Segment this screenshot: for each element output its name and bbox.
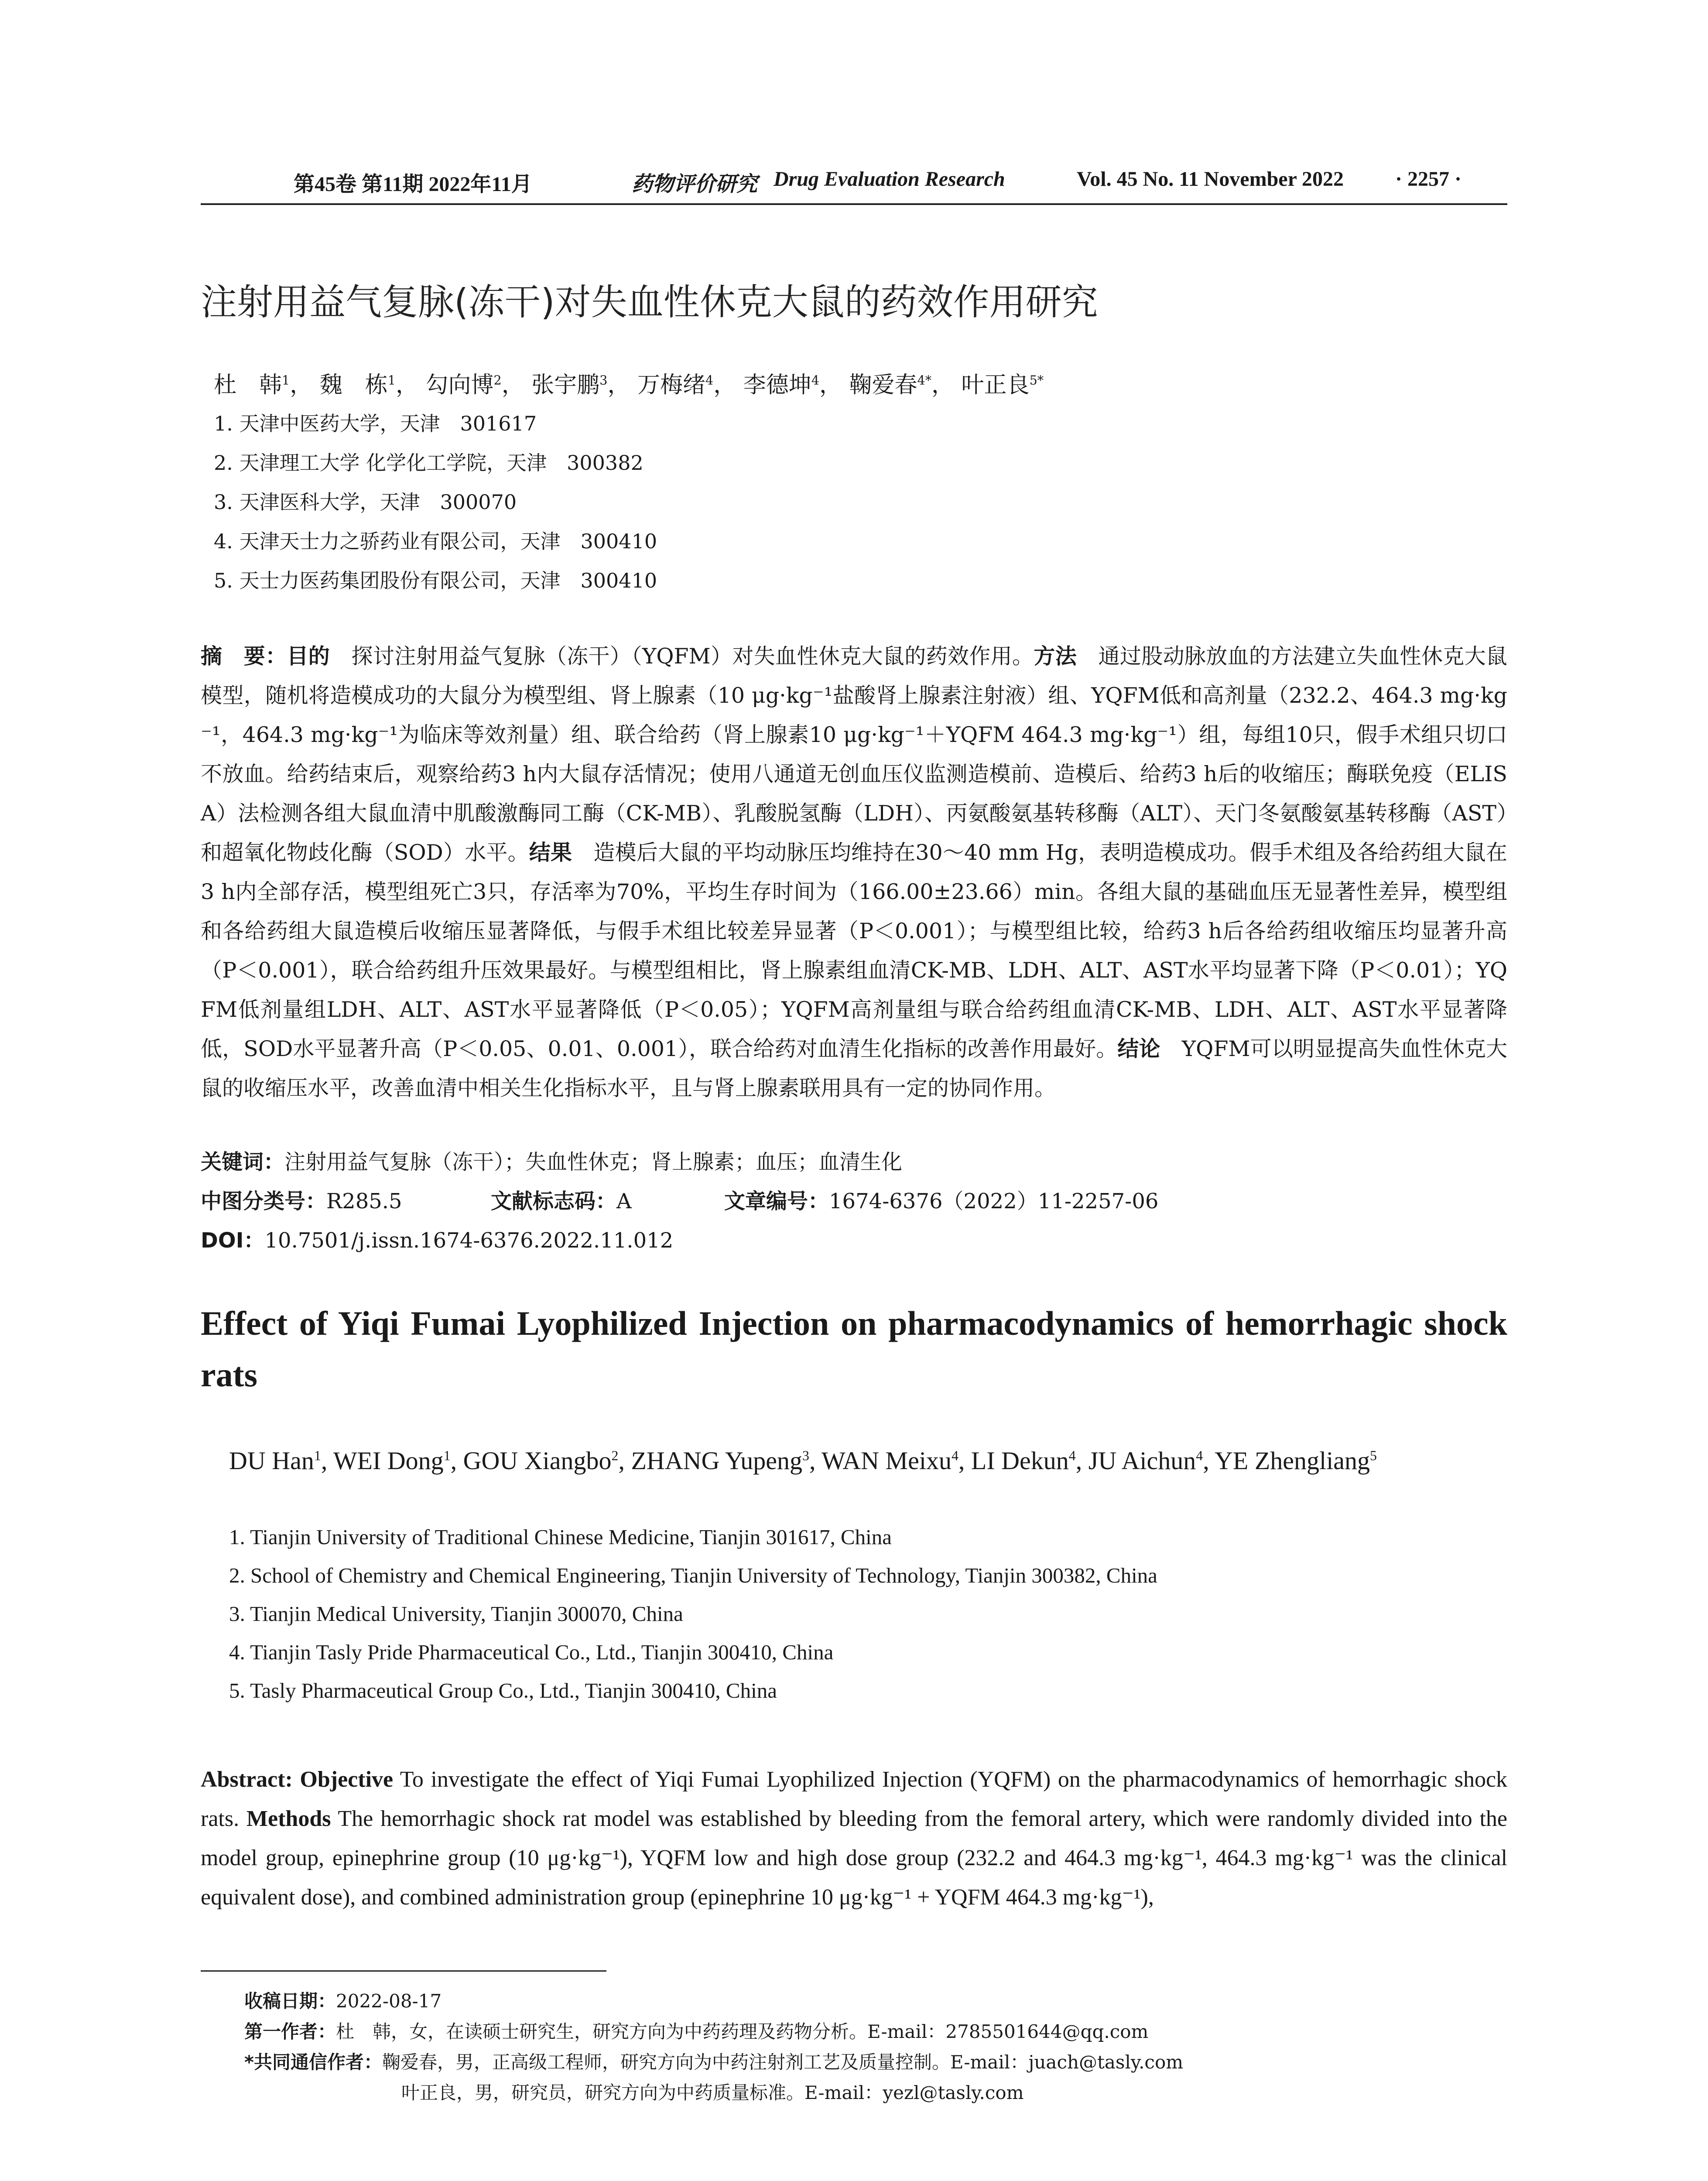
doi [201, 1224, 673, 1254]
footnote-label: *共同通信作者： [244, 2051, 382, 2073]
footnote-label: 收稿日期： [244, 1990, 336, 2012]
footnote-text: 杜 韩，女，在读硕士研究生，研究方向为中药药理及药物分析。E-mail：2785501644@qq.com [336, 2021, 1149, 2042]
footnote-label: 第一作者： [244, 2021, 336, 2042]
clc-value: R285.5 [326, 1189, 402, 1214]
author-cn: 鞠爱春 [849, 372, 917, 398]
results-cn-text: 造模后大鼠的平均动脉压均维持在30～40 mm Hg，表明造模成功。假手术组及各给药组大鼠在3 h内全部存活，模型组死亡3只，存活率为70%，平均生存时间为（166.00±23.66）min。各组大鼠的基础血压无显著性差异，模型组和各给药组大鼠造模后收缩压显著降低，与假手术组比较差异显著（P＜0.001）；与模型组比较，给药3 h后各给药组收缩压均显著升高（P＜0.001），联合给药组升压效果最好。与模型组相比，肾上腺素组血清CK-MB、LDH、ALT、AST水平均显著下降（P＜0.01）；YQFM低剂量组LDH、ALT、AST水平显著降低（P＜0.05）；YQFM高剂量组与联合给药组血清CK-MB、LDH、ALT、AST水平显著降低，SOD水平显著升高（P＜0.05、0.01、0.001），联合给药对血清生化指标的改善作用最好。 [201, 840, 1507, 1061]
header-page-number: · 2257 · [1395, 168, 1462, 191]
article-number [724, 1184, 1158, 1214]
journal-logo-cn: 药物评价研究 [632, 172, 758, 196]
affiliation-en: 4. Tianjin Tasly Pride Pharmaceutical Co., Ltd., Tianjin 300410, China [229, 1640, 834, 1664]
doi-value[interactable]: 10.7501/j.issn.1674-6376.2022.11.012 [264, 1228, 674, 1253]
affiliation-cn: 3. 天津医科大学，天津 300070 [214, 490, 517, 514]
header-journal-en: Drug Evaluation Research [774, 168, 1005, 191]
results-cn-label: 结果 [529, 840, 572, 865]
doc-code-label: 文献标志码： [491, 1189, 617, 1214]
abstract-en [201, 1760, 1507, 1917]
header-issue-en: Vol. 45 No. 11 November 2022 [1077, 168, 1344, 191]
objective-en-label: Objective [300, 1767, 394, 1792]
article-number-label: 文章编号： [724, 1189, 829, 1214]
footnote-received [244, 1987, 442, 2013]
author-cn: 杜 韩 [214, 372, 282, 398]
title-en: Effect of Yiqi Fumai Lyophilized Injection on pharmacodynamics of hemorrhagic shock rats [201, 1304, 1507, 1394]
conclusion-cn-label: 结论 [1117, 1036, 1160, 1061]
affiliation-cn: 4. 天津天士力之骄药业有限公司，天津 300410 [214, 530, 657, 553]
author-cn: 万梅绪 [637, 372, 706, 398]
abstract-cn [201, 637, 1507, 1108]
authors-cn: 杜 韩$^1$， 魏 栋$^1$， 勾向博$^2$， 张宇鹏$^3$， 万梅绪$^4$， 李德坤$^4$， 鞠爱春$^{4*}$， 叶正良$^{5*}$ [214, 372, 1044, 398]
abstract-en-label: Abstract: [201, 1767, 293, 1792]
abstract-cn-label: 摘 要： [201, 644, 287, 669]
affiliation-en: 3. Tianjin Medical University, Tianjin 300070, China [229, 1602, 683, 1626]
author-cn: 勾向博 [425, 372, 494, 398]
footnote-text: 叶正良，男，研究员，研究方向为中药质量标准。E-mail：yezl@tasly.com [401, 2082, 1024, 2103]
methods-cn-label: 方法 [1034, 644, 1077, 669]
footnote-text: 鞠爱春，男，正高级工程师，研究方向为中药注射剂工艺及质量控制。E-mail：juach@tasly.com [382, 2051, 1184, 2073]
author-en: GOU Xiangbo [463, 1446, 612, 1475]
title-cn: 注射用益气复脉(冻干)对失血性休克大鼠的药效作用研究 [201, 281, 1098, 323]
author-cn: 魏 栋 [319, 372, 388, 398]
objective-cn-label: 目的 [287, 644, 330, 669]
doc-code [491, 1184, 632, 1214]
running-header [202, 167, 1511, 198]
affiliation-en: 1. Tianjin University of Traditional Chinese Medicine, Tianjin 301617, China [229, 1525, 892, 1549]
methods-cn-text: 通过股动脉放血的方法建立失血性休克大鼠模型，随机将造模成功的大鼠分为模型组、肾上腺素（10 μg·kg⁻¹盐酸肾上腺素注射液）组、YQFM低和高剂量（232.2、464.3 mg·kg⁻¹，464.3 mg·kg⁻¹为临床等效剂量）组、联合给药（肾上腺素10 μg·kg⁻¹＋YQFM 464.3 mg·kg⁻¹）组，每组10只，假手术组只切口不放血。给药结束后，观察给药3 h内大鼠存活情况；使用八通道无创血压仪监测造模前、造模后、给药3 h后的收缩压；酶联免疫（ELISA）法检测各组大鼠血清中肌酸激酶同工酶（CK-MB）、乳酸脱氢酶（LDH）、丙氨酸氨基转移酶（ALT）、天门冬氨酸氨基转移酶（AST）和超氧化物歧化酶（SOD）水平。 [201, 644, 1507, 865]
author-en: ZHANG Yupeng [631, 1446, 803, 1475]
author-en: WEI Dong [333, 1446, 444, 1475]
author-en: WAN Meixu [821, 1446, 952, 1475]
methods-en-label: Methods [246, 1806, 331, 1831]
affiliation-en: 2. School of Chemistry and Chemical Engineering, Tianjin University of Technology, Tianjin 300382, China [229, 1563, 1157, 1587]
article-number-value: 1674-6376（2022）11-2257-06 [829, 1189, 1159, 1214]
classification-row [201, 1184, 402, 1214]
header-issue-cn: 第45卷 第11期 2022年11月 [294, 173, 532, 196]
author-en: YE Zhengliang [1215, 1446, 1370, 1475]
header-rule [201, 203, 1507, 205]
author-cn: 张宇鹏 [531, 372, 600, 398]
keywords-cn [201, 1145, 902, 1175]
author-en: JU Aichun [1088, 1446, 1196, 1475]
author-cn: 叶正良 [961, 372, 1030, 398]
footnote-text: 2022-08-17 [336, 1990, 442, 2012]
footnote-rule [201, 1970, 606, 1972]
clc-label: 中图分类号： [201, 1189, 327, 1214]
footnote-corresponding-2 [401, 2078, 1024, 2105]
author-en: DU Han [229, 1446, 314, 1475]
authors-en: DU Han$^1$, WEI Dong$^1$, GOU Xiangbo$^2$, ZHANG Yupeng$^3$, WAN Meixu$^4$, LI Dekun$^4$, JU Aichun$^4$, YE Zhengliang$^5$ [229, 1446, 1377, 1475]
affiliation-cn: 1. 天津中医药大学，天津 301617 [214, 412, 537, 435]
footnote-first-author [244, 2017, 1148, 2044]
affiliation-en: 5. Tasly Pharmaceutical Group Co., Ltd., Tianjin 300410, China [229, 1678, 777, 1702]
objective-cn-text: 探讨注射用益气复脉（冻干）（YQFM）对失血性休克大鼠的药效作用。 [351, 644, 1034, 669]
keywords-cn-label: 关键词： [201, 1150, 285, 1174]
doc-code-value: A [616, 1189, 632, 1214]
author-en: LI Dekun [971, 1446, 1069, 1475]
conclusion-cn-text: YQFM可以明显提高失血性休克大鼠的收缩压水平，改善血清中相关生化指标水平，且与肾上腺素联用具有一定的协同作用。 [201, 1036, 1507, 1101]
affiliation-cn: 5. 天士力医药集团股份有限公司，天津 300410 [214, 569, 657, 592]
footnote-corresponding [244, 2048, 1183, 2074]
keywords-cn-text: 注射用益气复脉（冻干）；失血性休克；肾上腺素；血压；血清生化 [284, 1150, 903, 1174]
methods-en-text: The hemorrhagic shock rat model was established by bleeding from the femoral artery, which were randomly divided into the model group, epinephrine group (10 μg·kg⁻¹), YQFM low and high dose group (232.2 and 464.3 mg·kg⁻¹, 464.3 mg·kg⁻¹ was the clinical equivalent dose), and combined administration group (epinephrine 10 μg·kg⁻¹ + YQFM 464.3 mg·kg⁻¹), [201, 1806, 1508, 1910]
author-cn: 李德坤 [743, 372, 811, 398]
doi-label: DOI： [201, 1228, 265, 1253]
objective-en-text: To investigate the effect of Yiqi Fumai Lyophilized Injection (YQFM) on the pharmacodynamics of hemorrhagic shock rats. [201, 1767, 1508, 1831]
affiliation-cn: 2. 天津理工大学 化学化工学院，天津 300382 [214, 451, 643, 475]
